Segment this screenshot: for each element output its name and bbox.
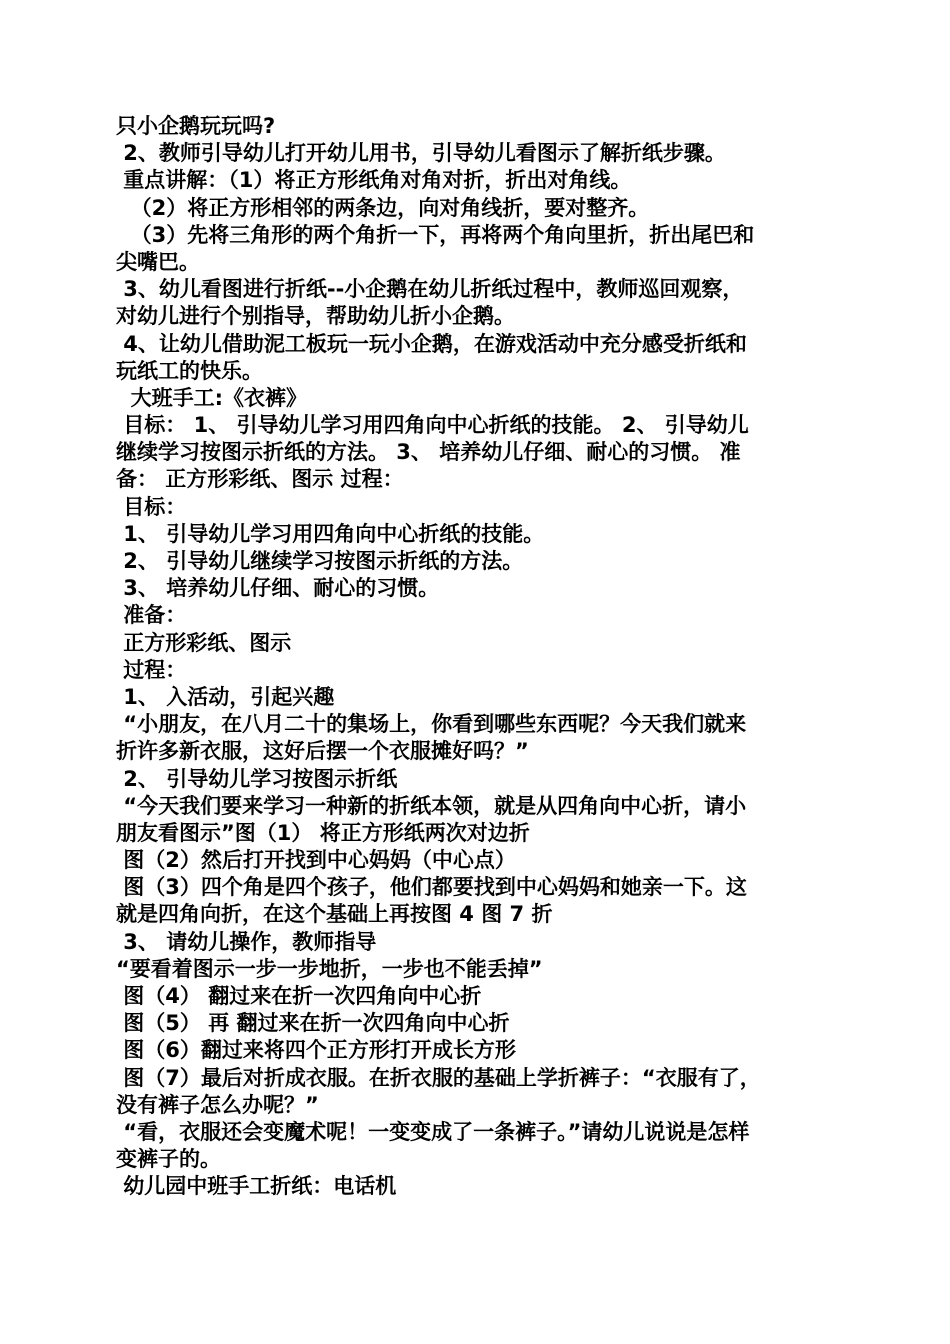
text-line: 2、 引导幼儿继续学习按图示折纸的方法。 [116, 549, 524, 573]
text-line: 图（6）翻过来将四个正方形打开成长方形 [116, 1038, 516, 1063]
text-line: 继续学习按图示折纸的方法。 3、 培养幼儿仔细、耐心的习惯。 准 [116, 440, 741, 465]
document-body [116, 113, 836, 1201]
text-line: 3、 请幼儿操作，教师指导 [116, 929, 377, 954]
text-line: “要看着图示一步一步地折，一步也不能丢掉” [116, 956, 543, 981]
text-line: 折许多新衣服，这好后摆一个衣服摊好吗？” [116, 739, 529, 764]
text-line: 2、 引导幼儿学习按图示折纸 [116, 766, 398, 791]
text-line: 大班手工:《衣裤》 [116, 385, 308, 410]
text-line: 尖嘴巴。 [116, 249, 200, 274]
text-line: 幼儿园中班手工折纸：电话机 [116, 1174, 397, 1199]
text-line: 图（2）然后打开找到中心妈妈（中心点） [116, 848, 516, 873]
text-line: 玩纸工的快乐。 [116, 358, 263, 383]
text-line: 图（5） 再 翻过来在折一次四角向中心折 [116, 1011, 510, 1036]
text-line: 过程： [116, 657, 187, 682]
text-line: 备： 正方形彩纸、图示 过程： [116, 467, 404, 492]
text-line: 准备： [116, 603, 187, 628]
text-line: 就是四角向折，在这个基础上再按图 4 图 7 折 [116, 902, 553, 927]
text-line: “今天我们要来学习一种新的折纸本领，就是从四角向中心折，请小 [116, 793, 747, 818]
text-line: 2、教师引导幼儿打开幼儿用书，引导幼儿看图示了解折纸步骤。 [116, 141, 726, 166]
text-line: 对幼儿进行个别指导，帮助幼儿折小企鹅。 [116, 304, 515, 329]
text-line: 变裤子的。 [116, 1147, 221, 1172]
text-line: 目标： 1、 引导幼儿学习用四角向中心折纸的技能。 2、 引导幼儿 [116, 413, 749, 438]
text-line: 目标： [116, 494, 187, 519]
text-line: 图（4） 翻过来在折一次四角向中心折 [116, 984, 482, 1008]
text-line: 图（7）最后对折成衣服。在折衣服的基础上学折裤子：“衣服有了， [116, 1065, 761, 1090]
text-line: （2）将正方形相邻的两条边，向对角线折，要对整齐。 [116, 195, 650, 220]
text-line: 4、让幼儿借助泥工板玩一玩小企鹅，在游戏活动中充分感受折纸和 [116, 331, 747, 356]
text-line: 只小企鹅玩玩吗? [116, 114, 276, 138]
text-line: 3、幼儿看图进行折纸--小企鹅在幼儿折纸过程中，教师巡回观察， [116, 277, 744, 302]
text-line: “看，衣服还会变魔术呢！一变变成了一条裤子。”请幼儿说说是怎样 [116, 1119, 750, 1144]
text-line: 没有裤子怎么办呢？” [116, 1092, 319, 1117]
text-line: 3、 培养幼儿仔细、耐心的习惯。 [116, 576, 440, 601]
text-line: 图（3）四个角是四个孩子，他们都要找到中心妈妈和她亲一下。这 [116, 875, 747, 900]
text-line: 正方形彩纸、图示 [116, 630, 292, 655]
text-line: （3）先将三角形的两个角折一下，再将两个角向里折，折出尾巴和 [116, 222, 755, 247]
text-line: 朋友看图示”图（1） 将正方形纸两次对边折 [116, 820, 530, 845]
text-line: 1、 入活动，引起兴趣 [116, 684, 335, 709]
text-line: 重点讲解：（1）将正方形纸角对角对折，折出对角线。 [116, 168, 632, 193]
text-line: 1、 引导幼儿学习用四角向中心折纸的技能。 [116, 521, 545, 546]
text-line: “小朋友，在八月二十的集场上，你看到哪些东西呢？今天我们就来 [116, 712, 747, 737]
